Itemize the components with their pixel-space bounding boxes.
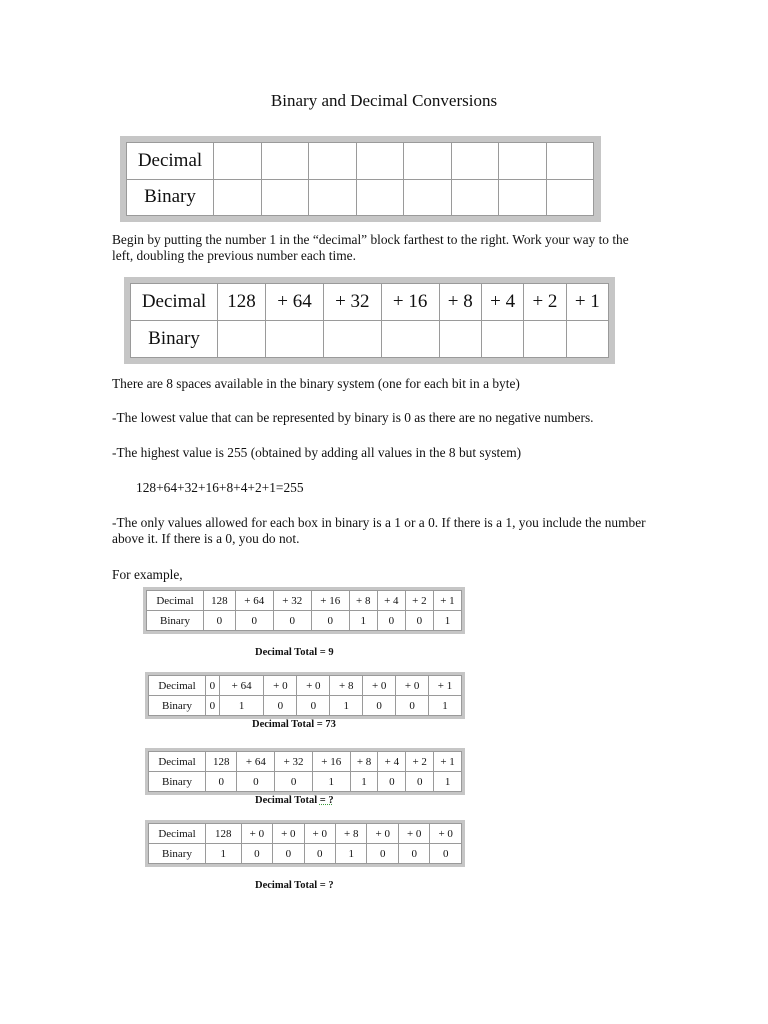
table-cell: + 2 [406,752,434,772]
table-cell [261,143,309,180]
table-cell: 0 [378,772,406,792]
table-cell: 0 [273,611,311,631]
table-cell: + 4 [377,591,405,611]
table-cell: + 4 [378,752,406,772]
table-cell: 0 [275,772,313,792]
table-cell: 0 [241,844,272,864]
table-cell: + 64 [235,591,273,611]
table-cell [451,143,499,180]
table-cell: + 0 [363,676,396,696]
example-table-1 [143,587,465,634]
table-cell: + 1 [429,676,462,696]
table-cell: 128 [218,284,266,321]
table-cell: 128 [206,752,237,772]
table-cell: + 0 [304,824,335,844]
table-cell: + 64 [266,284,324,321]
table-cell: + 64 [219,676,264,696]
decimal-total-1: Decimal Total = 9 [255,647,334,658]
table-cell: + 8 [336,824,367,844]
table-cell: 0 [237,772,275,792]
table-row [149,696,462,716]
table-cell [214,143,262,180]
table-cell: 0 [206,696,220,716]
table-cell [481,321,523,358]
table-cell [404,143,452,180]
paragraph-highest: -The highest value is 255 (obtained by adding all values in the 8 but system) [112,445,522,460]
table-cell [451,179,499,216]
table-cell: 1 [434,772,462,792]
table-cell: 0 [377,611,405,631]
table-cell: + 16 [381,284,439,321]
table-cell [309,143,357,180]
row-label-decimal: Decimal [149,824,206,844]
table-cell [356,143,404,180]
row-label-binary: Binary [149,696,206,716]
table-cell [546,179,594,216]
table-cell: + 0 [396,676,429,696]
table-cell: + 1 [434,752,462,772]
table-row [147,611,462,631]
example-grid [148,675,462,716]
table-cell: + 8 [330,676,363,696]
table-row [149,772,462,792]
table-cell: + 2 [524,284,566,321]
decimal-total-3 [255,795,334,806]
table-row [149,752,462,772]
table-row [149,676,462,696]
table-cell: + 8 [350,752,378,772]
table-cell: 1 [330,696,363,716]
row-label-decimal: Decimal [147,591,204,611]
table-cell: + 0 [273,824,304,844]
table-cell: 1 [433,611,461,631]
table-cell [323,321,381,358]
table-cell: + 1 [433,591,461,611]
table-cell: 0 [204,611,236,631]
table-cell [356,179,404,216]
sum-equation: 128+64+32+16+8+4+2+1=255 [136,480,304,495]
row-label-binary: Binary [127,179,214,216]
row-label-decimal: Decimal [149,676,206,696]
table-cell: 128 [204,591,236,611]
table-cell [266,321,324,358]
table-cell: 0 [235,611,273,631]
table-cell [404,179,452,216]
table-cell: + 8 [439,284,481,321]
table-cell: 0 [264,696,297,716]
row-label-binary: Binary [147,611,204,631]
table-cell: 0 [206,772,237,792]
instruction-paragraph: Begin by putting the number 1 in the “decimal” block farthest to the right. Work your way to the left, doubling the previous number each time. [112,232,629,263]
table-cell: 0 [398,844,429,864]
table-row [127,179,594,216]
table-cell: + 0 [264,676,297,696]
table-cell [218,321,266,358]
table-cell: + 64 [237,752,275,772]
row-label-decimal: Decimal [131,284,218,321]
table-cell: 1 [206,844,242,864]
table-cell [261,179,309,216]
table-cell: 1 [219,696,264,716]
decimal-total-3-answer: = ? [319,795,334,806]
table-cell: + 0 [430,824,462,844]
row-label-binary: Binary [149,844,206,864]
table-cell: 0 [206,676,220,696]
table-cell: 0 [311,611,349,631]
table-row [149,824,462,844]
row-label-binary: Binary [131,321,218,358]
paragraph-lowest: -The lowest value that can be represented by binary is 0 as there are no negative numbers. [112,410,594,425]
table-cell [309,179,357,216]
row-label-decimal: Decimal [127,143,214,180]
table-cell [499,179,547,216]
table-cell: + 32 [275,752,313,772]
table-cell: + 0 [241,824,272,844]
table-cell [524,321,566,358]
table-cell: + 16 [312,752,350,772]
table-cell: + 32 [323,284,381,321]
table-cell: 0 [297,696,330,716]
table-cell [546,143,594,180]
table-cell: 1 [349,611,377,631]
table-cell: 0 [304,844,335,864]
table-cell [499,143,547,180]
table-cell: 1 [429,696,462,716]
table-cell: 0 [367,844,398,864]
table-cell: + 0 [367,824,398,844]
table-cell: + 2 [405,591,433,611]
table-row [147,591,462,611]
table-cell [439,321,481,358]
paragraph-spaces: There are 8 spaces available in the binary system (one for each bit in a byte) [112,376,520,391]
example-grid [146,590,462,631]
decimal-total-2: Decimal Total = 73 [252,719,336,730]
table-row [131,284,609,321]
empty-table-grid [126,142,594,216]
table-cell: 0 [273,844,304,864]
table-row [149,844,462,864]
page-title: Binary and Decimal Conversions [270,91,498,110]
table-row [127,143,594,180]
table-cell: + 4 [481,284,523,321]
table-cell: 0 [430,844,462,864]
table-cell: 0 [406,772,434,792]
table-cell: 0 [405,611,433,631]
table-cell: 1 [336,844,367,864]
example-table-3 [145,748,465,795]
paragraph-example: For example, [112,567,183,582]
table-cell: + 8 [349,591,377,611]
table-cell: + 32 [273,591,311,611]
table-cell [566,321,608,358]
table-cell: 1 [350,772,378,792]
table-cell: 128 [206,824,242,844]
example-grid [148,751,462,792]
place-value-table [124,277,615,364]
table-cell: + 0 [398,824,429,844]
decimal-total-4: Decimal Total = ? [255,880,334,891]
table-cell: + 16 [311,591,349,611]
table-cell: 1 [312,772,350,792]
decimal-total-3-prefix: Decimal Total [255,795,320,806]
table-cell: + 0 [297,676,330,696]
table-cell: + 1 [566,284,608,321]
table-cell [214,179,262,216]
table-cell: 0 [396,696,429,716]
row-label-decimal: Decimal [149,752,206,772]
table-row [131,321,609,358]
table-cell: 0 [363,696,396,716]
table-cell [381,321,439,358]
example-table-4 [145,820,465,867]
place-value-grid [130,283,609,358]
paragraph-rules: -The only values allowed for each box in binary is a 1 or a 0. If there is a 1, you include the number above it. If there is a 0, you do not. [112,515,646,546]
example-table-2 [145,672,465,719]
example-grid [148,823,462,864]
row-label-binary: Binary [149,772,206,792]
empty-conversion-table [120,136,601,222]
